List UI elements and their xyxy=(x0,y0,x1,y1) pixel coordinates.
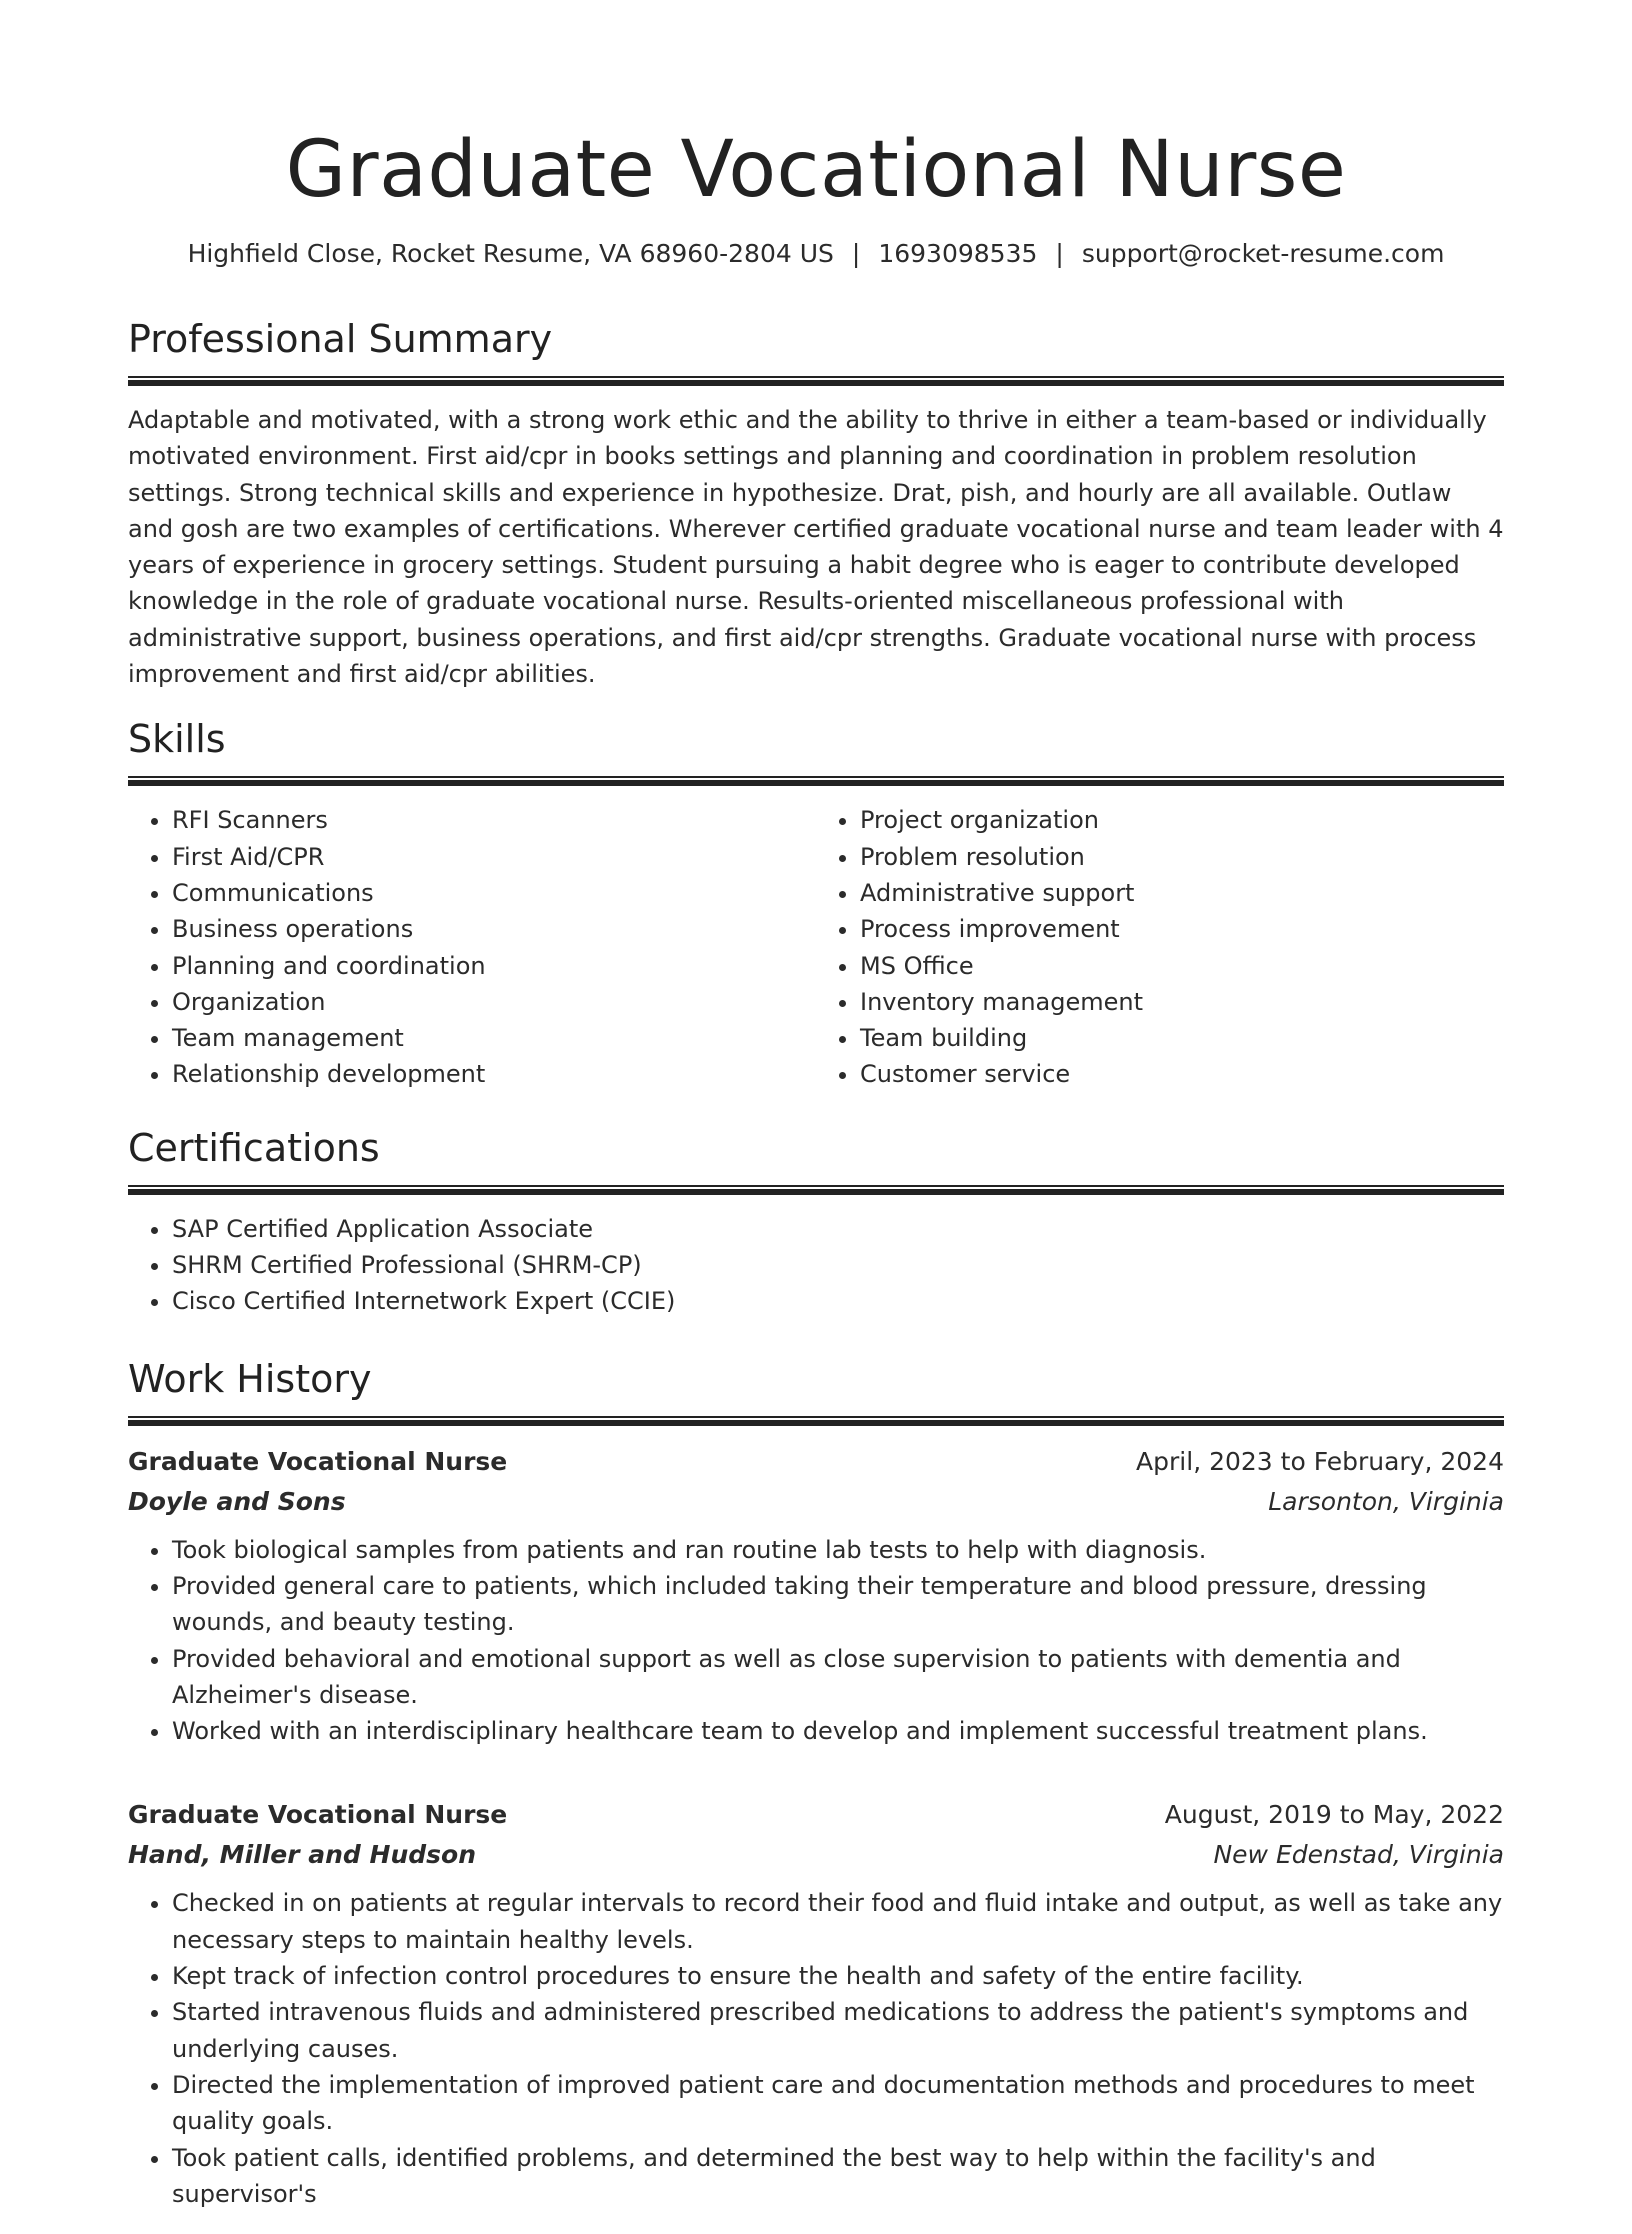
skill-item: • First Aid/CPR xyxy=(172,839,816,875)
summary-section xyxy=(128,314,1504,692)
section-divider xyxy=(128,1185,1504,1195)
skill-item: • Communications xyxy=(172,875,816,911)
skills-section xyxy=(128,714,1504,1092)
skill-item: • Project organization xyxy=(860,802,1504,838)
summary-heading: Professional Summary xyxy=(128,317,553,361)
resume-name: Graduate Vocational Nurse xyxy=(285,125,1347,215)
skills-columns xyxy=(128,802,1504,1092)
skill-item: • Problem resolution xyxy=(860,839,1504,875)
contact-separator: | xyxy=(1055,239,1064,268)
skills-column-right xyxy=(816,802,1504,1092)
job-duty-item: • Provided behavioral and emotional support as well as close supervision to patients with dementia and Alzheimer's disease. xyxy=(172,1641,1504,1714)
job-duty-item: • Took patient calls, identified problems, and determined the best way to help within the facility's and supervisor's xyxy=(172,2140,1504,2213)
certification-item: • SHRM Certified Professional (SHRM-CP) xyxy=(172,1247,1504,1283)
certification-item: • Cisco Certified Internetwork Expert (CCIE) xyxy=(172,1283,1504,1319)
certification-item: • SAP Certified Application Associate xyxy=(172,1211,1504,1247)
job-title: Graduate Vocational Nurse xyxy=(128,1446,508,1476)
skill-item: • Process improvement xyxy=(860,911,1504,947)
contact-address: Highfield Close, Rocket Resume, VA 68960-2804 US xyxy=(187,239,834,268)
job-title: Graduate Vocational Nurse xyxy=(128,1800,508,1830)
skills-column-left xyxy=(128,802,816,1092)
job-dates: April, 2023 to February, 2024 xyxy=(1136,1446,1504,1476)
skill-item: • Relationship development xyxy=(172,1056,816,1092)
section-divider xyxy=(128,776,1504,786)
job-entry xyxy=(128,1442,1504,1750)
job-duty-item: • Kept track of infection control procedures to ensure the health and safety of the entire facility. xyxy=(172,1958,1504,1994)
skills-list-left xyxy=(128,802,816,1092)
job-location: New Edenstad, Virginia xyxy=(1213,1840,1504,1870)
section-divider xyxy=(128,1416,1504,1426)
certifications-section xyxy=(128,1123,1504,1320)
job-duties-list xyxy=(128,1885,1504,2212)
summary-text: Adaptable and motivated, with a strong work ethic and the ability to thrive in either a team-based or individually motivated environment. First aid/cpr in books settings and planning and coordination in problem resolution settings. Strong technical skills and experience in hypothesize. Drat, pish, and hourly are all available. Outlaw and gosh are two examples of certifications. Wherever certified graduate vocational nurse and team leader with 4 years of experience in grocery settings. Student pursuing a habit degree who is eager to contribute developed knowledge in the role of graduate vocational nurse. Results-oriented miscellaneous professional with administrative support, business operations, and first aid/cpr strengths. Graduate vocational nurse with process improvement and first aid/cpr abilities. xyxy=(128,406,1504,689)
work-history-section xyxy=(128,1354,1504,2212)
skill-item: • Planning and coordination xyxy=(172,948,816,984)
job-entry xyxy=(128,1795,1504,2212)
skill-item: • Team management xyxy=(172,1020,816,1056)
job-duty-item: • Provided general care to patients, which included taking their temperature and blood pressure, dressing wounds, and beauty testing. xyxy=(172,1568,1504,1641)
job-header-row xyxy=(128,1442,1504,1482)
skill-item: • Customer service xyxy=(860,1056,1504,1092)
job-duties-list xyxy=(128,1532,1504,1750)
job-duty-item: • Checked in on patients at regular intervals to record their food and fluid intake and output, as well as take any necessary steps to maintain healthy levels. xyxy=(172,1885,1504,1958)
job-company: Doyle and Sons xyxy=(128,1486,346,1516)
job-duty-item: • Directed the implementation of improved patient care and documentation methods and procedures to meet quality goals. xyxy=(172,2067,1504,2140)
skills-list-right xyxy=(816,802,1504,1092)
contact-line xyxy=(128,236,1504,272)
section-divider xyxy=(128,376,1504,386)
job-header-row xyxy=(128,1795,1504,1835)
skill-item: • Team building xyxy=(860,1020,1504,1056)
certifications-list xyxy=(128,1211,1504,1320)
skill-item: • MS Office xyxy=(860,948,1504,984)
job-duty-item: • Started intravenous fluids and administered prescribed medications to address the patient's symptoms and underlying causes. xyxy=(172,1994,1504,2067)
job-employer-row xyxy=(128,1482,1504,1522)
job-location: Larsonton, Virginia xyxy=(1268,1486,1504,1516)
job-duty-item: • Worked with an interdisciplinary healthcare team to develop and implement successful treatment plans. xyxy=(172,1713,1504,1749)
job-employer-row xyxy=(128,1835,1504,1875)
job-dates: August, 2019 to May, 2022 xyxy=(1164,1800,1504,1830)
contact-email: support@rocket-resume.com xyxy=(1081,239,1445,268)
skill-item: • Business operations xyxy=(172,911,816,947)
skill-item: • Inventory management xyxy=(860,984,1504,1020)
resume-page xyxy=(0,122,1632,2234)
certifications-heading: Certifications xyxy=(128,1125,380,1170)
skills-heading: Skills xyxy=(128,717,226,762)
contact-separator: | xyxy=(851,239,861,268)
contact-phone: 1693098535 xyxy=(878,239,1038,268)
skill-item: • Administrative support xyxy=(860,875,1504,911)
job-duty-item: • Took biological samples from patients and ran routine lab tests to help with diagnosis. xyxy=(172,1532,1504,1568)
job-company: Hand, Miller and Hudson xyxy=(128,1840,476,1870)
work-history-heading: Work History xyxy=(128,1356,372,1401)
skill-item: • Organization xyxy=(172,984,816,1020)
skill-item: • RFI Scanners xyxy=(172,802,816,838)
